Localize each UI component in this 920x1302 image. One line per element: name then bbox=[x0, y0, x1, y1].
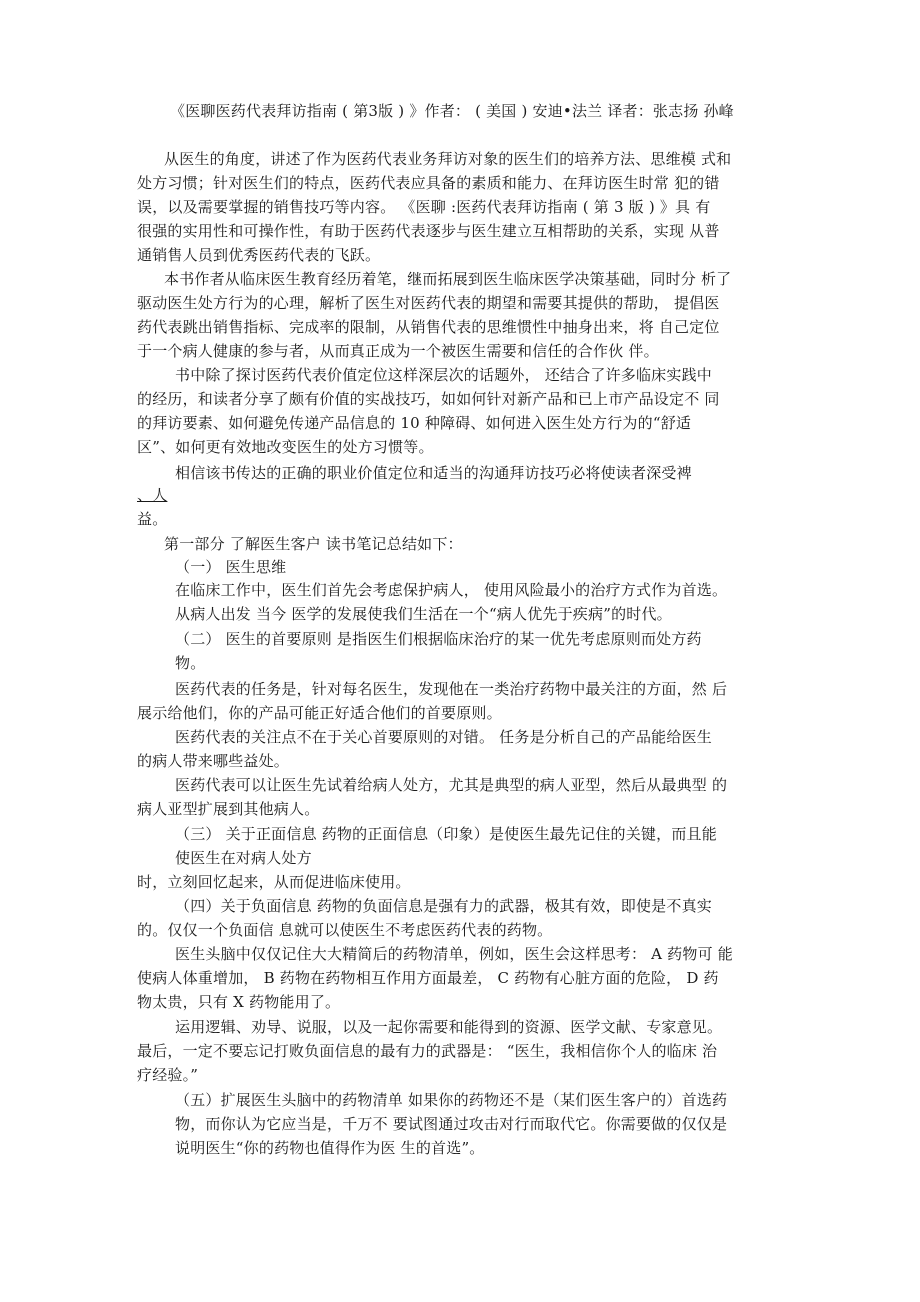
body-line: 物太贵，只有 X 药物能用了。 bbox=[137, 993, 341, 1011]
body-line: 的病人带来哪些益处。 bbox=[137, 752, 290, 770]
body-line: 运用逻辑、劝导、说服，以及一起你需要和能得到的资源、医学文献、专家意见。 bbox=[175, 1018, 723, 1036]
body-line: 时，立刻回忆起来，从而促进临床使用。 bbox=[137, 873, 411, 891]
body-line: 物，而你认为它应当是，千万不 要试图通过攻击对行而取代它。你需要做的仅仅是 bbox=[175, 1115, 728, 1133]
body-line: 医生头脑中仅仅记住大大精简后的药物清单，例如，医生会这样思考： A 药物可 能 bbox=[175, 945, 733, 963]
body-line: 从医生的角度，讲述了作为医药代表业务拜访对象的医生们的培养方法、思维模 式和 bbox=[164, 150, 732, 168]
section-heading: 第一部分 了解医生客户 读书笔记总结如下： bbox=[164, 535, 463, 553]
body-line: 从病人出发 当今 医学的发展使我们生活在一个“病人优先于疾病”的时代。 bbox=[175, 605, 672, 623]
body-line: 本书作者从临床医生教育经历着笔，继而拓展到医生临床医学决策基础，同时分 析了 bbox=[164, 270, 732, 288]
body-line: 书中除了探讨医药代表价值定位这样深层次的话题外， 还结合了许多临床实践中 bbox=[175, 366, 712, 384]
body-line: 通销售人员到优秀医药代表的飞跃。 bbox=[137, 246, 381, 264]
body-line: 区”、如何更有效地改变医生的处方习惯等。 bbox=[137, 438, 434, 456]
body-line: 药代表跳出销售指标、完成率的限制，从销售代表的思维惯性中抽身出来，将 自己定位 bbox=[137, 318, 720, 336]
body-line: 医药代表的关注点不在于关心首要原则的对错。 任务是分析自己的产品能给医生 bbox=[175, 728, 712, 746]
doc-title: 《医聊医药代表拜访指南 ( 第3版 ) 》作者： ( 美国 ) 安迪•法兰 译者：张志扬 孙峰 bbox=[170, 102, 734, 120]
body-line: 的经历，和读者分享了颇有价值的实战技巧，如如何针对新产品和已上市产品设定不 同 bbox=[137, 390, 720, 408]
subsection-heading: （三） 关于正面信息 药物的正面信息（印象）是使医生最先记住的关键，而且能 bbox=[175, 825, 717, 843]
body-line: 误，以及需要掌握的销售技巧等内容。 《医聊 :医药代表拜访指南 ( 第 3 版 ) 》具 有 bbox=[137, 198, 711, 216]
body-line: 相信该书传达的正确的职业价值定位和适当的沟通拜访技巧必将使读者深受裨 bbox=[175, 464, 692, 482]
body-line: 说明医生“你的药物也值得作为医 生的首选”。 bbox=[175, 1139, 485, 1157]
body-line: 的拜访要素、如何避免传递产品信息的 10 种障碍、如何进入医生处方行为的“舒适 bbox=[137, 414, 692, 432]
body-line: 的。仅仅一个负面信 息就可以使医生不考虑医药代表的药物。 bbox=[137, 921, 553, 939]
subsection-heading: （五）扩展医生头脑中的药物清单 如果你的药物还不是（某们医生客户的）首选药 bbox=[175, 1091, 728, 1109]
body-line: 益。 bbox=[137, 510, 168, 528]
body-line: 很强的实用性和可操作性，有助于医药代表逐步与医生建立互相帮助的关系，实现 从普 bbox=[137, 222, 720, 240]
body-line: 在临床工作中，医生们首先会考虑保护病人， 使用风险最小的治疗方式作为首选。 bbox=[175, 581, 728, 599]
body-line: 使病人体重增加， B 药物在药物相互作用方面最差， C 药物有心脏方面的危险， D 药 bbox=[137, 969, 719, 987]
body-line: 处方习惯；针对医生们的特点，医药代表应具备的素质和能力、在拜访医生时常 犯的错 bbox=[137, 174, 720, 192]
body-line: 医药代表的任务是，针对每名医生，发现他在一类治疗药物中最关注的方面，然 后 bbox=[175, 680, 728, 698]
subsection-heading: （一） 医生思维 bbox=[175, 558, 287, 576]
body-line: 展示给他们，你的产品可能正好适合他们的首要原则。 bbox=[137, 704, 502, 722]
body-line: 最后，一定不要忘记打败负面信息的最有力的武器是： “医生，我相信你个人的临床 治 bbox=[137, 1042, 718, 1060]
body-line: 于一个病人健康的参与者，从而真正成为一个被医生需要和信任的合作伙 伴。 bbox=[137, 342, 659, 360]
body-line: 、人 bbox=[137, 486, 168, 504]
body-line: 病人亚型扩展到其他病人。 bbox=[137, 800, 320, 818]
subsection-heading: （二） 医生的首要原则 是指医生们根据临床治疗的某一优先考虑原则而处方药 bbox=[175, 630, 702, 648]
body-line: 使医生在对病人处方 bbox=[175, 849, 312, 867]
body-line: 疗经验。” bbox=[137, 1066, 199, 1084]
body-line: 驱动医生处方行为的心理，解析了医生对医药代表的期望和需要其提供的帮助， 提倡医 bbox=[137, 294, 720, 312]
body-line: 物。 bbox=[175, 654, 206, 672]
body-line: 医药代表可以让医生先试着给病人处方，尤其是典型的病人亚型，然后从最典型 的 bbox=[175, 776, 728, 794]
subsection-heading: （四）关于负面信息 药物的负面信息是强有力的武器，极其有效，即使是不真实 bbox=[175, 897, 712, 915]
